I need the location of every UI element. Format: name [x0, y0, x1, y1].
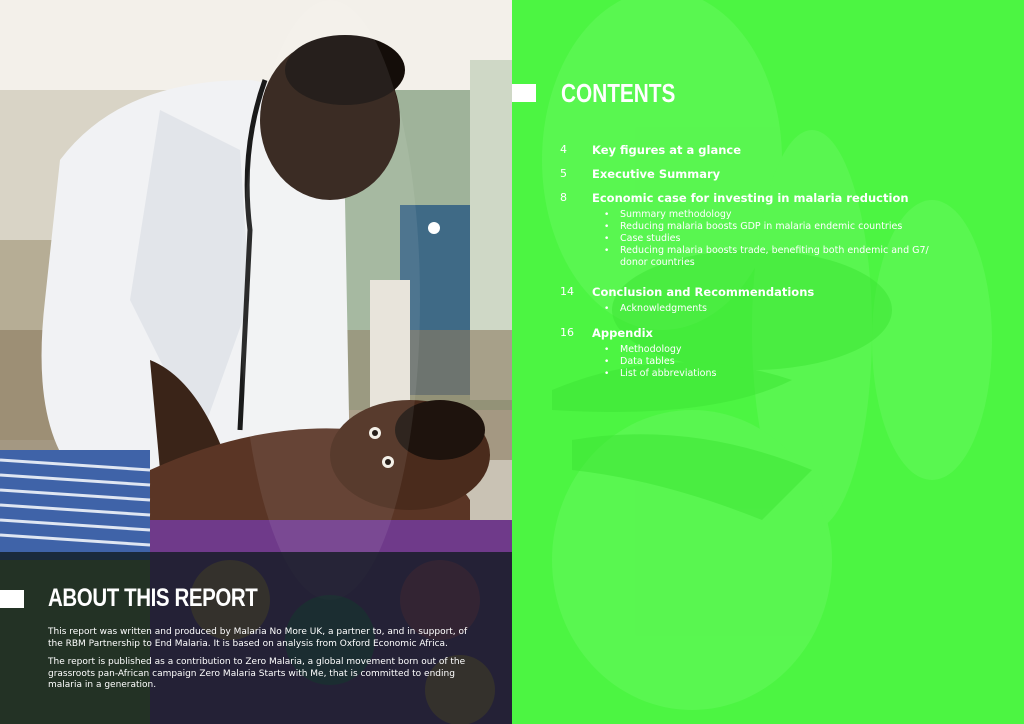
about-paragraph-2: The report is published as a contribution to Zero Malaria, a global movement born out of the grassroots pan-African campaign Zero Malaria Starts with Me, that is committed to ending malaria in a generation.	[48, 657, 466, 690]
contents-accent-bar	[512, 84, 536, 102]
toc-title[interactable]: Key figures at a glance	[592, 143, 742, 157]
toc-subentry[interactable]: • List of abbreviations	[604, 368, 934, 380]
toc-subentry[interactable]: • Methodology	[604, 344, 934, 356]
toc-page-number: 8	[560, 191, 567, 204]
about-accent-bar	[0, 590, 24, 608]
toc-subentry[interactable]: • Data tables	[604, 356, 934, 368]
toc-page-number: 14	[560, 285, 574, 298]
toc-subentry[interactable]: • Acknowledgments	[604, 303, 934, 315]
toc-subentry[interactable]: • Reducing malaria boosts GDP in malaria endemic countries	[604, 221, 934, 233]
toc-title[interactable]: Economic case for investing in malaria reduction	[592, 191, 909, 205]
toc-subentry[interactable]: • Summary methodology	[604, 209, 934, 221]
contents-title: CONTENTS	[561, 78, 676, 108]
right-page	[512, 0, 1024, 724]
toc-title[interactable]: Executive Summary	[592, 167, 721, 181]
about-title: ABOUT THIS REPORT	[48, 584, 258, 612]
toc-page-number: 5	[560, 167, 567, 180]
toc-subentry[interactable]: • Case studies	[604, 233, 934, 245]
toc-title[interactable]: Appendix	[592, 326, 653, 340]
toc-subentries	[604, 303, 934, 315]
toc-title[interactable]: Conclusion and Recommendations	[592, 285, 815, 299]
about-paragraph-1: This report was written and produced by Malaria No More UK, a partner to, and in support, of the RBM Partnership to End Malaria. It is based on analysis from Oxford Economic Africa.	[48, 627, 468, 649]
toc-subentry[interactable]: • Reducing malaria boosts trade, benefiting both endemic and G7/ donor countries	[604, 245, 934, 269]
toc-subentries	[604, 209, 934, 269]
toc-page-number: 4	[560, 143, 567, 156]
toc-subentries	[604, 344, 934, 380]
toc-page-number: 16	[560, 326, 574, 339]
